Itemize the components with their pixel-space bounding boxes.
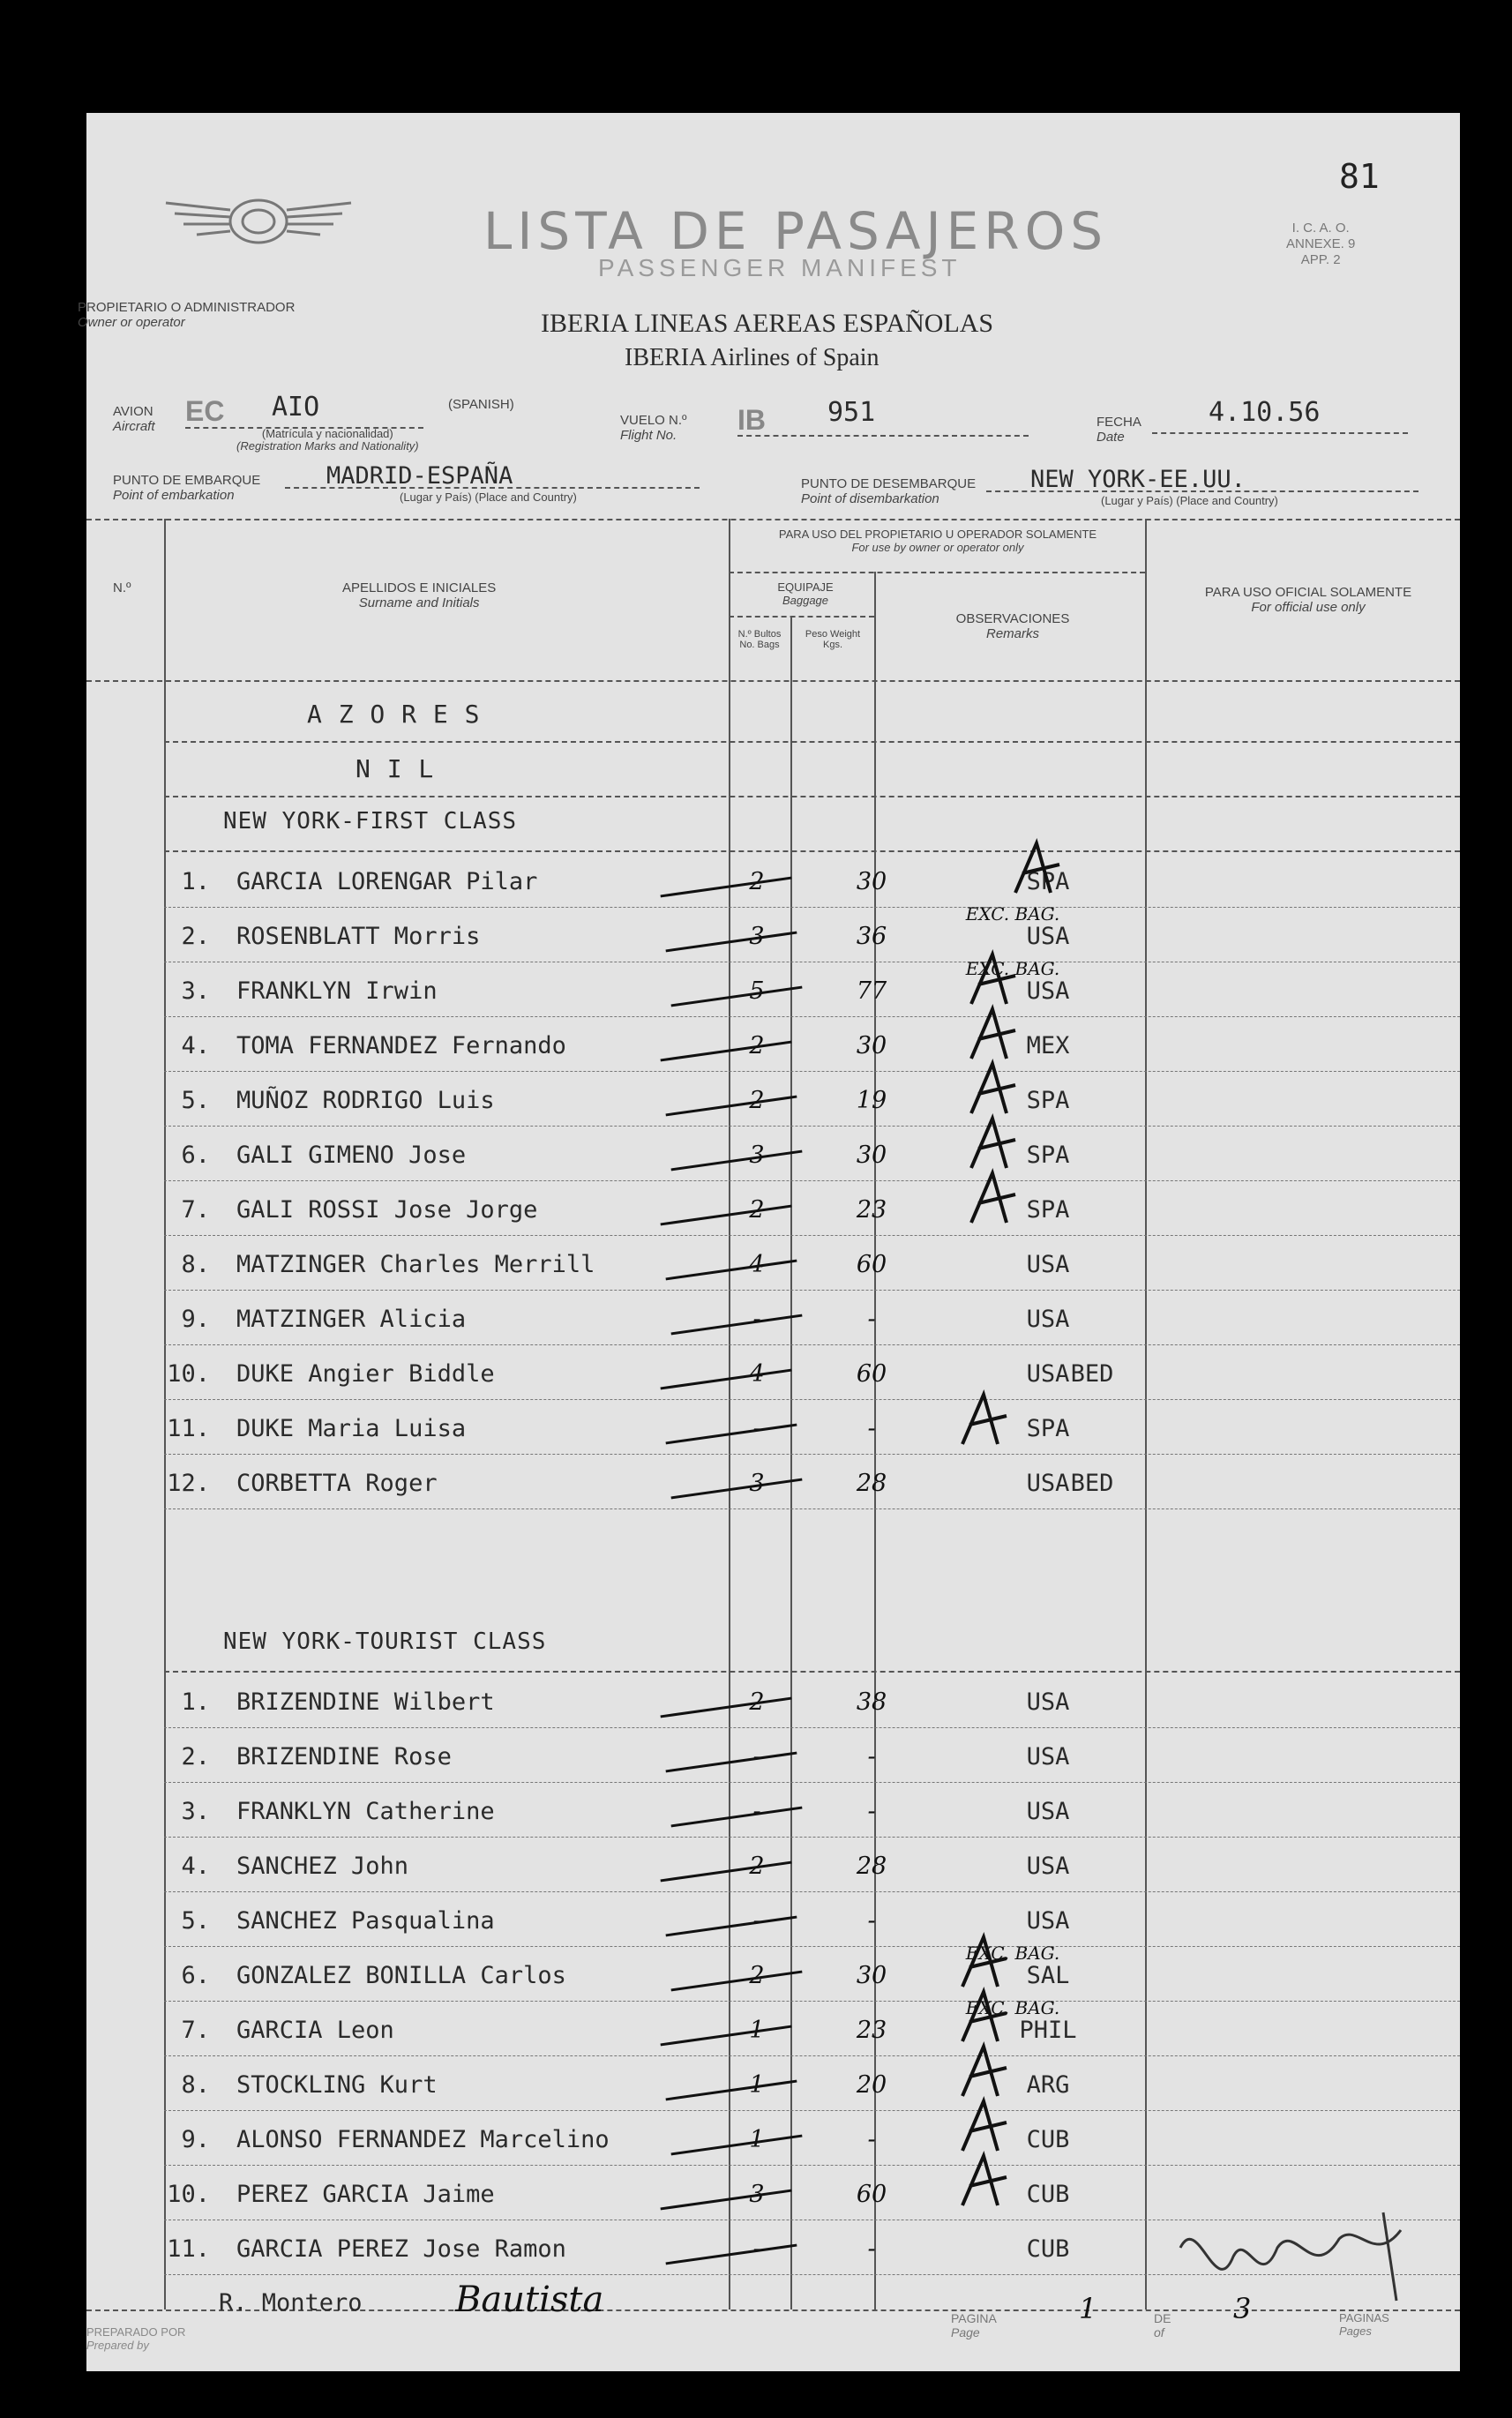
passenger-name: GARCIA Leon: [236, 2017, 394, 2044]
table-row: [86, 1182, 1460, 1237]
aircraft-nationality: (SPANISH): [448, 397, 514, 412]
passenger-name: SANCHEZ Pasqualina: [236, 1907, 495, 1935]
baggage-weight: -: [867, 2235, 876, 2263]
passenger-number: 3.: [181, 977, 210, 1005]
icao-annex: I. C. A. O. ANNEXE. 9 APP. 2: [1286, 221, 1356, 267]
passenger-number: 2.: [181, 1743, 210, 1770]
col-baggage: EQUIPAJE Baggage: [777, 580, 834, 607]
col-remarks: OBSERVACIONES Remarks: [955, 611, 1070, 641]
bags-count: 1: [749, 2071, 765, 2099]
bags-count: -: [752, 1798, 761, 1825]
baggage-weight: -: [867, 1907, 876, 1935]
flight-prefix: IB: [737, 404, 766, 436]
bags-count: 2: [749, 1853, 765, 1880]
remark-excess-baggage: EXC. BAG.: [965, 903, 1060, 925]
remarks: USA: [1026, 1798, 1070, 1825]
col-no: N.º: [113, 580, 131, 595]
baggage-weight: 23: [856, 2017, 887, 2044]
embark-label: PUNTO DE EMBARQUE Point of embarkation: [113, 473, 261, 503]
table-row: [86, 1401, 1460, 1456]
remarks: SPA: [1026, 1196, 1070, 1224]
owner-name-es: IBERIA LINEAS AEREAS ESPAÑOLAS: [541, 309, 994, 338]
flight-label: VUELO N.º Flight No.: [620, 413, 687, 443]
aircraft-label: AVION Aircraft: [113, 404, 155, 434]
handwritten-a-mark-icon: [964, 1168, 1026, 1243]
bags-count: 2: [749, 1962, 765, 1989]
col-bags: N.º Bultos No. Bags: [737, 629, 782, 650]
aircraft-value: AIO: [272, 392, 320, 423]
passenger-name: GARCIA LORENGAR Pilar: [236, 868, 538, 895]
table-row: [86, 1838, 1460, 1893]
remarks: USA: [1026, 977, 1070, 1005]
remarks: CUB: [1026, 2235, 1070, 2263]
passenger-name: MUÑOZ RODRIGO Luis: [236, 1087, 495, 1114]
baggage-weight: -: [867, 2126, 876, 2153]
pages-label: PAGINAS Pages: [1339, 2311, 1389, 2338]
table-row: [86, 958, 1460, 1018]
baggage-weight: 30: [856, 1142, 887, 1169]
passenger-name: PEREZ GARCIA Jaime: [236, 2181, 495, 2208]
passenger-name: ALONSO FERNANDEZ Marcelino: [236, 2126, 610, 2153]
handwritten-a-mark-icon: [1008, 838, 1070, 913]
col-official: PARA USO OFICIAL SOLAMENTE For official use only: [1204, 585, 1412, 615]
flight-value: 951: [827, 397, 876, 428]
table-row: [86, 2057, 1460, 2112]
remarks: SPA: [1026, 1142, 1070, 1169]
section-tourist-class: NEW YORK-TOURIST CLASS: [223, 1628, 547, 1655]
passenger-name: GALI GIMENO Jose: [236, 1142, 467, 1169]
remarks: SPA: [1026, 1415, 1070, 1442]
bags-count: 4: [749, 1251, 765, 1278]
baggage-weight: -: [867, 1743, 876, 1770]
bags-count: -: [752, 1306, 761, 1333]
prepared-value: R. Montero: [219, 2289, 363, 2317]
manifest-subtitle: PASSENGER MANIFEST: [598, 254, 962, 281]
handwritten-scribble-icon: [1163, 2195, 1427, 2332]
date-label: FECHA Date: [1097, 415, 1141, 445]
table-row: [86, 1018, 1460, 1073]
owner-name-en: IBERIA Airlines of Spain: [625, 344, 880, 371]
passenger-name: CORBETTA Roger: [236, 1470, 438, 1497]
of-value: 3: [1233, 2292, 1252, 2325]
bags-count: -: [752, 1415, 761, 1442]
passenger-name: SANCHEZ John: [236, 1853, 409, 1880]
passenger-number: 10.: [167, 2181, 210, 2208]
remarks: USA: [1026, 1251, 1070, 1278]
handwritten-a-mark-icon: [955, 1389, 1017, 1464]
bags-count: 2: [749, 1032, 765, 1059]
passenger-name: STOCKLING Kurt: [236, 2071, 438, 2099]
aircraft-prefix: EC: [185, 395, 225, 427]
baggage-weight: -: [867, 1415, 876, 1442]
bags-count: 3: [749, 1142, 765, 1169]
remarks: CUB: [1026, 2126, 1070, 2153]
of-label: DE of: [1154, 2311, 1171, 2339]
table-row: [86, 1456, 1460, 1510]
passenger-number: 6.: [181, 1142, 210, 1169]
disembark-value: NEW YORK-EE.UU.: [1030, 466, 1246, 493]
passenger-number: 1.: [181, 1688, 210, 1716]
baggage-weight: 60: [856, 2181, 887, 2208]
disembark-label: PUNTO DE DESEMBARQUE Point of disembarkation: [801, 476, 977, 506]
bags-count: 2: [749, 1688, 765, 1716]
passenger-number: 8.: [181, 2071, 210, 2099]
baggage-weight: 23: [856, 1196, 887, 1224]
passenger-number: 6.: [181, 1962, 210, 1989]
manifest-title: LISTA DE PASAJEROS: [483, 201, 1109, 261]
remark-excess-baggage: EXC. BAG.: [965, 958, 1060, 979]
remark-excess-baggage: EXC. BAG.: [965, 1997, 1060, 2018]
page-value: 1: [1079, 2292, 1097, 2325]
table-row: [86, 2112, 1460, 2167]
table-row: [86, 1291, 1460, 1346]
remarks: USA: [1026, 1907, 1070, 1935]
bags-count: 1: [749, 2126, 765, 2153]
remarks: USA: [1026, 1360, 1070, 1388]
passenger-number: 11.: [167, 2235, 210, 2263]
table-row: [86, 1943, 1460, 2003]
section-azores: A Z O R E S: [307, 700, 481, 729]
bags-count: 3: [749, 2181, 765, 2208]
remark-bed: BED: [1070, 1360, 1114, 1388]
aircraft-note: (Matrícula y nacionalidad) (Registration Marks and Nationality): [236, 427, 419, 453]
baggage-weight: 60: [856, 1360, 887, 1388]
bags-count: -: [752, 1743, 761, 1770]
baggage-weight: 19: [856, 1087, 887, 1114]
table-row: [86, 1127, 1460, 1182]
col-owner-use: PARA USO DEL PROPIETARIO U OPERADOR SOLAMENTE For use by owner or operator only: [778, 528, 1097, 554]
passenger-name: TOMA FERNANDEZ Fernando: [236, 1032, 566, 1059]
page-label: PAGINA Page: [951, 2311, 997, 2339]
passenger-name: BRIZENDINE Rose: [236, 1743, 452, 1770]
remarks: ARG: [1026, 2071, 1070, 2099]
baggage-weight: -: [867, 1306, 876, 1333]
baggage-weight: -: [867, 1798, 876, 1825]
table-row: [86, 1997, 1460, 2057]
baggage-weight: 28: [856, 1470, 887, 1497]
col-names: APELLIDOS E INICIALES Surname and Initials: [342, 580, 497, 610]
embark-note: (Lugar y País) (Place and Country): [400, 490, 577, 504]
passenger-name: FRANKLYN Catherine: [236, 1798, 495, 1825]
bags-count: -: [752, 2235, 761, 2263]
passenger-number: 12.: [167, 1470, 210, 1497]
remarks: SPA: [1026, 868, 1070, 895]
section-first-class: NEW YORK-FIRST CLASS: [223, 808, 518, 835]
passenger-number: 5.: [181, 1907, 210, 1935]
remarks: USA: [1026, 1743, 1070, 1770]
table-row: [86, 1346, 1460, 1401]
table-row: [86, 903, 1460, 963]
table-row: [86, 1073, 1460, 1127]
passenger-number: 9.: [181, 1306, 210, 1333]
remarks: USA: [1026, 923, 1070, 950]
passenger-number: 9.: [181, 2126, 210, 2153]
passenger-name: BRIZENDINE Wilbert: [236, 1688, 495, 1716]
passenger-name: FRANKLYN Irwin: [236, 977, 438, 1005]
bags-count: 2: [749, 868, 765, 895]
table-row: [86, 1729, 1460, 1784]
disembark-note: (Lugar y País) (Place and Country): [1101, 494, 1278, 507]
remarks: CUB: [1026, 2181, 1070, 2208]
baggage-weight: 30: [856, 1032, 887, 1059]
passenger-name: DUKE Angier Biddle: [236, 1360, 495, 1388]
passenger-number: 2.: [181, 923, 210, 950]
bags-count: -: [752, 1907, 761, 1935]
embark-value: MADRID-ESPAÑA: [326, 462, 513, 490]
passenger-name: GARCIA PEREZ Jose Ramon: [236, 2235, 566, 2263]
baggage-weight: 38: [856, 1688, 887, 1716]
baggage-weight: 60: [856, 1251, 887, 1278]
remarks: MEX: [1026, 1032, 1070, 1059]
passenger-number: 10.: [167, 1360, 210, 1388]
table-row: [86, 1784, 1460, 1838]
baggage-weight: 28: [856, 1853, 887, 1880]
passenger-name: ROSENBLATT Morris: [236, 923, 481, 950]
section-nil: N I L: [356, 754, 435, 783]
bags-count: 3: [749, 1470, 765, 1497]
bags-count: 5: [749, 977, 765, 1005]
passenger-number: 3.: [181, 1798, 210, 1825]
table-row: [86, 854, 1460, 909]
manifest-sheet: [78, 113, 1460, 2371]
remarks: PHIL: [1019, 2017, 1077, 2044]
remarks: SPA: [1026, 1087, 1070, 1114]
passenger-number: 11.: [167, 1415, 210, 1442]
page-number: 81: [1339, 157, 1380, 196]
baggage-weight: 30: [856, 1962, 887, 1989]
bags-count: 3: [749, 923, 765, 950]
passenger-number: 8.: [181, 1251, 210, 1278]
baggage-weight: 77: [856, 977, 887, 1005]
bags-count: 1: [749, 2017, 765, 2044]
prepared-label: PREPARADO POR Prepared by: [86, 2325, 186, 2352]
passenger-name: GONZALEZ BONILLA Carlos: [236, 1962, 566, 1989]
passenger-number: 7.: [181, 2017, 210, 2044]
remarks: USA: [1026, 1853, 1070, 1880]
baggage-weight: 30: [856, 868, 887, 895]
remarks: USA: [1026, 1470, 1070, 1497]
bags-count: 2: [749, 1087, 765, 1114]
table-row: [86, 1674, 1460, 1729]
passenger-number: 5.: [181, 1087, 210, 1114]
passenger-number: 4.: [181, 1853, 210, 1880]
remarks: SAL: [1026, 1962, 1070, 1989]
passenger-name: GALI ROSSI Jose Jorge: [236, 1196, 538, 1224]
passenger-number: 4.: [181, 1032, 210, 1059]
col-weight: Peso Weight Kgs.: [805, 629, 861, 650]
passenger-number: 7.: [181, 1196, 210, 1224]
baggage-weight: 20: [856, 2071, 887, 2099]
date-value: 4.10.56: [1209, 397, 1321, 428]
passenger-name: DUKE Maria Luisa: [236, 1415, 467, 1442]
remarks: USA: [1026, 1688, 1070, 1716]
iberia-wings-logo-icon: [157, 191, 360, 257]
remarks: USA: [1026, 1306, 1070, 1333]
baggage-weight: 36: [856, 923, 887, 950]
signature: Bautista: [455, 2280, 604, 2320]
passenger-name: MATZINGER Charles Merrill: [236, 1251, 595, 1278]
passenger-number: 1.: [181, 868, 210, 895]
bags-count: 4: [749, 1360, 765, 1388]
handwritten-a-mark-icon: [955, 2151, 1017, 2226]
table-row: [86, 1237, 1460, 1291]
bags-count: 2: [749, 1196, 765, 1224]
remark-excess-baggage: EXC. BAG.: [965, 1943, 1060, 1964]
remark-bed: BED: [1070, 1470, 1114, 1497]
passenger-name: MATZINGER Alicia: [236, 1306, 467, 1333]
table-row: [86, 1893, 1460, 1948]
owner-label: PROPIETARIO O ADMINISTRADOR Owner or operator: [78, 300, 296, 330]
